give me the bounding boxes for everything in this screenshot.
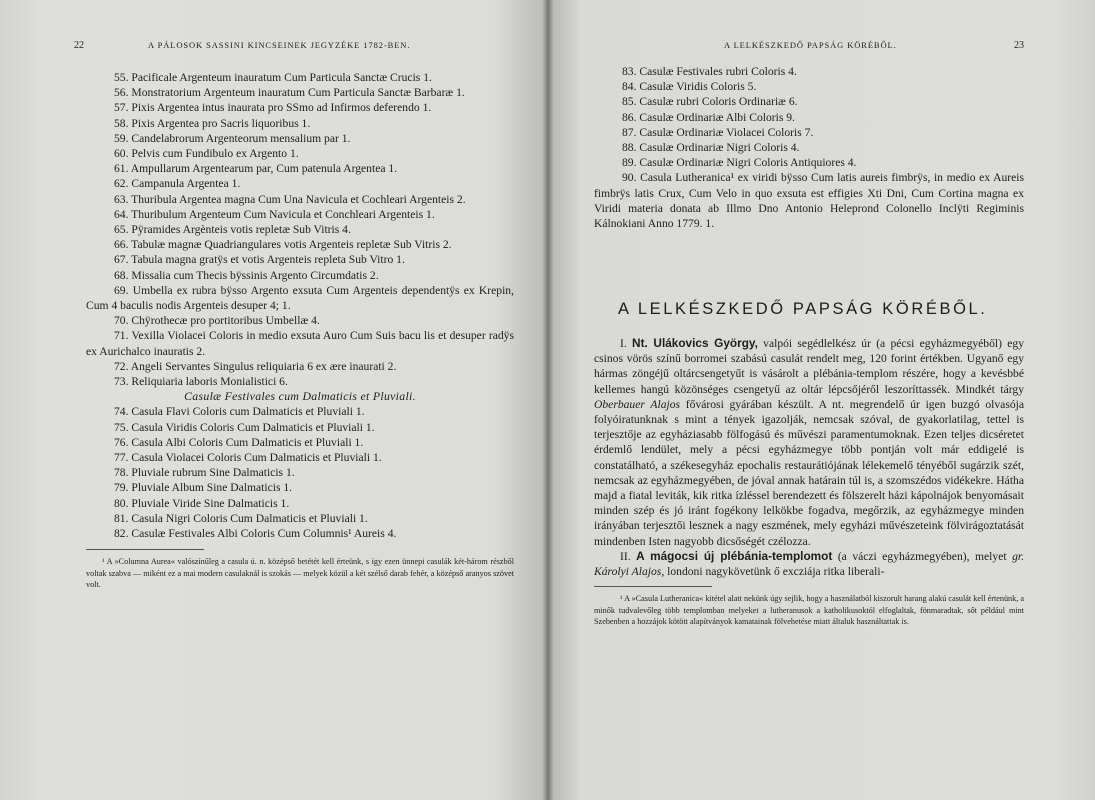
right-page-number: 23 [1014, 40, 1024, 51]
list-item: 65. Pÿramides Argènteis votis repletæ Sub Vitris 4. [114, 223, 351, 237]
list-item: 61. Ampullarum Argentearum par, Cum patenula Argentea 1. [114, 162, 398, 176]
right-page [548, 0, 1095, 800]
left-text-block [86, 70, 514, 590]
right-footnote [594, 593, 1024, 627]
right-running-head: A LELKÉSZKEDŐ PAPSÁG KÖRÉBŐL. [724, 40, 897, 50]
paragraph-text: (a váczi egyházmegyében), melyet [837, 549, 1007, 563]
list-item: 62. Campanula Argentea 1. [114, 177, 241, 191]
paragraph-text: londoni nagykövetünk ő excziája ritka liberali- [667, 565, 885, 579]
list-item: 69. Umbella ex rubra bÿsso Argento exsuta Cum Argenteis dependentÿs ex Krepin, Cum 4 baculis nodis Argenteis desuper 4; 1. [86, 283, 514, 313]
list-item: 87. Casulæ Ordinariæ Violacei Coloris 7. [622, 125, 814, 139]
footnote-rule [594, 586, 712, 587]
paragraph-text: fővárosi gyárában készült. A nt. megrendelő úr igen buzgó olvasója folyóiratunknak s mint a tények igazolják, nemcsak szóval, de gyakorlatilag, tettel is terjesztője az egyháziasabb fölfogású és művészi paramentumoknak. Ezen teljes dicséretet érdemlő lendület, mely a pécsi egyházmegye több pontján volt már eddigelé is constatálható, a székesegyház epochalis restaurátiójának lélekemelő tényéből sugárzik szét, nemcsak az egyházmegyében, de jóval annak határain túl is, a szomszédos vidékekre. Hátha majd a fiatal leviták, kik ritka ízléssel berendezett és fölszerelt házi kápolnájok benyomásait minden szép és jó iránt fogékony lelkökbe fogadva, megőrzik, az egyházmegye minden irányában terjesztői lesznek a nagy eszmének, mely egyházi művészeteink fölvirágoztatását mindenben Isten nagyobb dicsőségét czélozza. [594, 397, 1025, 548]
list-item: 77. Casula Violacei Coloris Cum Dalmaticis et Pluviali 1. [114, 451, 382, 465]
left-footnote [86, 556, 514, 590]
footnote-text: ¹ A »Columna Aurea« valószínűleg a casula ú. n. középső betétét kell érteünk, s így ezen ünnepi casulák két-három részből voltak szabva — miként ez a mai modern casulaknál is szokás — melyek közül a két szélső darab fehér, a középső aranyos szövet volt. [86, 557, 514, 589]
church-name: A mágocsi új plébánia-templomot [636, 548, 833, 563]
list-item: 80. Pluviale Viride Sine Dalmaticis 1. [114, 496, 290, 510]
list-item: 67. Tabula magna gratÿs et votis Argenteis repleta Sub Vitro 1. [114, 253, 405, 267]
list-item: 68. Missalia cum Thecis bÿssinis Argento Circumdatis 2. [114, 268, 379, 282]
list-item: 86. Casulæ Ordinariæ Albi Coloris 9. [622, 110, 795, 124]
list-item: 82. Casulæ Festivales Albi Coloris Cum Columnis¹ Aureis 4. [114, 527, 397, 541]
list-item: 89. Casulæ Ordinariæ Nigri Coloris Antiquiores 4. [622, 156, 857, 170]
inventory-list-3 [594, 64, 1024, 231]
list-item: 59. Candelabrorum Argenteorum mensalium par 1. [114, 131, 351, 145]
article-title: A LELKÉSZKEDŐ PAPSÁG KÖRÉBŐL. [618, 300, 988, 318]
list-item: 83. Casulæ Festivales rubri Coloris 4. [622, 65, 797, 78]
footnote-text: ¹ A »Casula Lutheranica« kitétel alatt nekünk úgy sejlik, hogy a használatból kiszorult harang alakú casulát kell értenünk, a minők tudvalevőleg több templomban melyeket a lutheranusok a katholikusoktól elfoglaltak, fönmaradtak, sőt például mint Szebenben a hozzájok kötött alapítványok kamatainak fölvehetése miatt általuk használtattak is. [594, 594, 1024, 626]
list-item: 73. Reliquiaria laboris Monialistici 6. [114, 375, 288, 389]
article-paragraph-2 [594, 549, 1024, 579]
list-item: 55. Pacificale Argenteum inauratum Cum Particula Sanctæ Crucis 1. [114, 71, 432, 84]
person-name: Nt. Ulákovics György, [632, 336, 758, 350]
list-item: 74. Casula Flavi Coloris cum Dalmaticis et Pluviali 1. [114, 405, 365, 419]
list-item: 57. Pixis Argentea intus inaurata pro SSmo ad Infirmos deferendo 1. [114, 101, 432, 115]
right-text-block-article [594, 336, 1024, 627]
list-item: 72. Angeli Servantes Singulus reliquiaria 6 ex ære inaurati 2. [114, 359, 397, 373]
list-item: 81. Casula Nigri Coloris Cum Dalmaticis et Pluviali 1. [114, 511, 368, 525]
list-item: 64. Thuribulum Argenteum Cum Navicula et Conchleari Argenteis 1. [114, 207, 435, 221]
inventory-list-1 [86, 70, 514, 389]
inventory-list-2 [86, 404, 514, 541]
right-text-block-top [594, 64, 1024, 231]
list-item: 66. Tabulæ magnæ Quadriangulares votis Argenteis repletæ Sub Vitris 2. [114, 238, 452, 252]
list-item: 90. Casula Lutheranica¹ ex viridi bÿsso Cum latis aureis fimbrÿs, in medio ex Aureis fimbrÿs latis Crux, Cum Velo in quo exsuta est effigies Xti Dni, Cum Cortina magna ex Viridi materia donata ab Illmo Dno Antonio Heleprond Colonello Inclÿti Regiminis Kálnokiani Anno 1779. 1. [594, 171, 1024, 231]
list-item: 70. Chÿrothecæ pro portitoribus Umbellæ 4. [114, 314, 320, 328]
list-item: 79. Pluviale Album Sine Dalmaticis 1. [114, 481, 293, 495]
left-page-number: 22 [74, 40, 84, 51]
paragraph-text: valpói segédlelkész úr (a pécsi egyházmegyéből) egy csinos vörös színű borromei szabású casulát rendelt meg, 120 forint értékben. Ugyanő egy hármas zöngéjű oltárcsengetyűt is vásárolt a plébánia-templom részére, hogy a kevésbbé kellemes hangú közönséges csengetyű az oltár lépcsőjéről leszoríttassék. Mindkét tárgy [594, 337, 1024, 396]
list-item: 88. Casulæ Ordinariæ Nigri Coloris 4. [622, 141, 800, 155]
article-paragraph-1 [594, 336, 1024, 549]
list-item: 75. Casula Viridis Coloris Cum Dalmaticis et Pluviali 1. [114, 420, 375, 434]
person-name: gr. Károlyi Alajos, [594, 549, 1025, 579]
firm-name: Oberbauer Alajos [594, 397, 681, 411]
footnote-rule [86, 549, 204, 550]
list-item: 58. Pixis Argentea pro Sacris liquoribus 1. [114, 116, 311, 130]
list-item: 56. Monstratorium Argenteum inauratum Cum Particula Sanctæ Barbaræ 1. [114, 86, 465, 100]
left-running-head: A PÁLOSOK SASSINI KINCSEINEK JEGYZÉKE 1782-BEN. [148, 40, 411, 50]
paragraph-number: I. [620, 337, 627, 350]
book-gutter [543, 0, 553, 800]
list-item: 84. Casulæ Viridis Coloris 5. [622, 80, 757, 94]
list-item: 60. Pelvis cum Fundibulo ex Argento 1. [114, 147, 299, 161]
list-item: 76. Casula Albi Coloris Cum Dalmaticis et Pluviali 1. [114, 435, 364, 449]
section-heading: Casulæ Festivales cum Dalmaticis et Pluviali. [184, 389, 416, 404]
paragraph-number: II. [620, 549, 631, 563]
list-item: 63. Thuribula Argentea magna Cum Una Navicula et Cochleari Argenteis 2. [114, 192, 466, 206]
list-item: 71. Vexilla Violacei Coloris in medio exsuta Auro Cum Suis bacu lis et desuper radÿs ex Aurichalco inauratis 2. [86, 329, 514, 358]
list-item: 78. Pluviale rubrum Sine Dalmaticis 1. [114, 466, 295, 480]
list-item: 85. Casulæ rubri Coloris Ordinariæ 6. [622, 95, 798, 109]
